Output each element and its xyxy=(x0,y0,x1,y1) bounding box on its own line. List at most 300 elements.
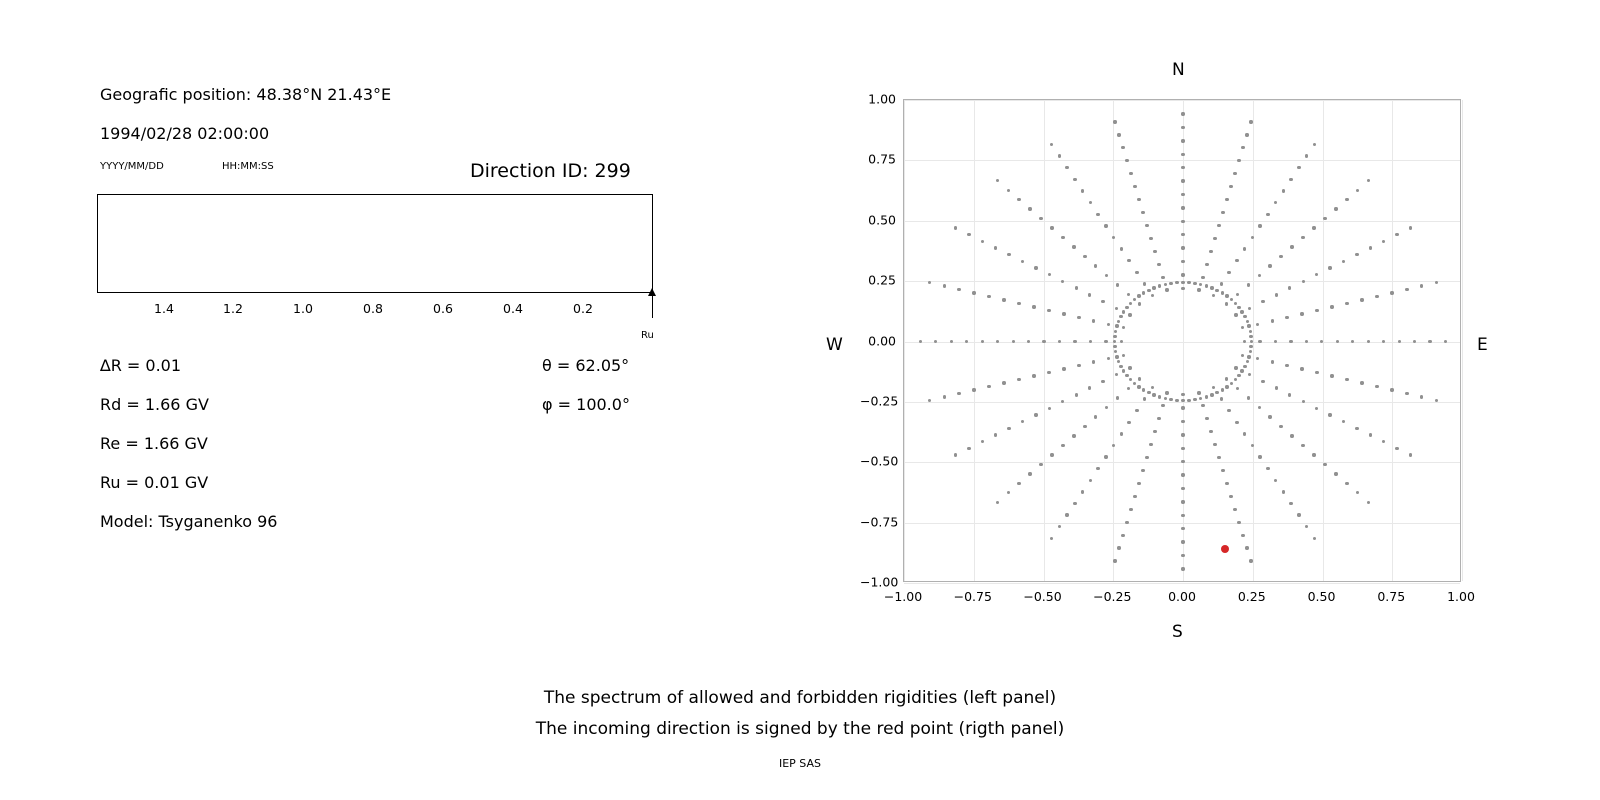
direction-dot xyxy=(1105,274,1108,277)
direction-dot xyxy=(1028,472,1031,475)
direction-dot xyxy=(1258,340,1261,343)
direction-dot xyxy=(1420,395,1423,398)
direction-dot xyxy=(1225,302,1228,305)
param-phi: φ = 100.0° xyxy=(542,395,630,414)
direction-dot xyxy=(996,340,999,343)
direction-dot xyxy=(943,284,946,287)
direction-dot xyxy=(1258,455,1261,458)
direction-dot xyxy=(1289,502,1292,505)
direction-dot xyxy=(1345,482,1348,485)
direction-dot xyxy=(1213,237,1216,240)
direction-dot xyxy=(1334,207,1337,210)
direction-dot xyxy=(1116,396,1119,399)
direction-dot xyxy=(1096,213,1099,216)
direction-dot xyxy=(1274,340,1277,343)
direction-dot xyxy=(1058,340,1061,343)
direction-dot xyxy=(1081,490,1084,493)
direction-dot xyxy=(1241,326,1244,329)
direction-dot xyxy=(1117,546,1120,549)
direction-dot xyxy=(1301,236,1304,239)
direction-dot xyxy=(1210,286,1213,289)
direction-dot xyxy=(1042,340,1045,343)
direction-dot xyxy=(1058,525,1061,528)
direction-dot xyxy=(1289,178,1292,181)
direction-dot xyxy=(1290,245,1293,248)
direction-dot xyxy=(1187,399,1190,402)
direction-dot xyxy=(1047,309,1050,312)
direction-dot xyxy=(1181,112,1184,115)
direction-dot xyxy=(1181,153,1184,156)
direction-dot xyxy=(1137,198,1140,201)
direction-dot xyxy=(1181,393,1184,396)
direction-dot xyxy=(1236,293,1239,296)
direction-dot xyxy=(1181,433,1184,436)
direction-dot xyxy=(1007,189,1010,192)
direction-dot xyxy=(1405,392,1408,395)
direction-dot xyxy=(1345,198,1348,201)
direction-dot xyxy=(1334,472,1337,475)
direction-dot xyxy=(1258,274,1261,277)
direction-dot xyxy=(1007,253,1010,256)
direction-dot xyxy=(1141,469,1144,472)
direction-dot xyxy=(1225,198,1228,201)
direction-dot xyxy=(1165,288,1168,291)
direction-dot xyxy=(1229,495,1232,498)
direction-dot xyxy=(1313,537,1316,540)
direction-dot xyxy=(1047,371,1050,374)
direction-dot xyxy=(1181,540,1184,543)
direction-dot xyxy=(1315,371,1318,374)
direction-dot xyxy=(1181,206,1184,209)
direction-dot xyxy=(1313,143,1316,146)
direction-dot xyxy=(1271,319,1274,322)
direction-dot xyxy=(1002,298,1005,301)
direction-dot xyxy=(987,295,990,298)
direction-dot xyxy=(1028,207,1031,210)
direction-dot xyxy=(1300,312,1303,315)
compass-north-label: N xyxy=(1172,60,1185,80)
direction-dot xyxy=(1122,310,1125,313)
direction-dot xyxy=(1336,340,1339,343)
param-re: Re = 1.66 GV xyxy=(100,434,208,453)
direction-dot xyxy=(1105,406,1108,409)
direction-dot xyxy=(1129,508,1132,511)
direction-dot xyxy=(1151,386,1154,389)
direction-dot xyxy=(1345,302,1348,305)
scatter-xtick-label: −1.00 xyxy=(883,589,923,604)
direction-dot xyxy=(1268,415,1271,418)
direction-dot xyxy=(1199,283,1202,286)
direction-dot xyxy=(1300,367,1303,370)
direction-dot xyxy=(1088,293,1091,296)
direction-dot xyxy=(1151,294,1154,297)
direction-dot xyxy=(1050,453,1053,456)
direction-dot xyxy=(1220,282,1223,285)
direction-dot xyxy=(1113,335,1116,338)
direction-dot xyxy=(1234,302,1237,305)
direction-dot xyxy=(1444,340,1447,343)
direction-dot xyxy=(1243,365,1246,368)
direction-dot xyxy=(1138,377,1141,380)
direction-dot xyxy=(1305,154,1308,157)
direction-dot xyxy=(1141,211,1144,214)
time-format-label: HH:MM:SS xyxy=(222,161,274,172)
direction-dot xyxy=(1197,391,1200,394)
direction-dot xyxy=(1072,434,1075,437)
direction-dot xyxy=(1181,473,1184,476)
scatter-ytick-label: 0.00 xyxy=(868,333,896,348)
compass-south-label: S xyxy=(1172,622,1183,642)
direction-dot xyxy=(1145,224,1148,227)
direction-dot xyxy=(1237,159,1240,162)
grid-line-vertical xyxy=(1183,100,1184,581)
grid-line-vertical xyxy=(1392,100,1393,581)
direction-dot xyxy=(987,385,990,388)
grid-line-horizontal xyxy=(904,402,1460,403)
direction-dot xyxy=(1258,406,1261,409)
direction-dot xyxy=(1081,189,1084,192)
direction-dot xyxy=(1181,527,1184,530)
scatter-xtick-label: 0.50 xyxy=(1307,589,1336,604)
direction-dot xyxy=(1209,250,1212,253)
direction-dot xyxy=(1342,420,1345,423)
direction-dot xyxy=(1197,288,1200,291)
direction-dot xyxy=(1152,286,1155,289)
spectrum-xtick: 0.2 xyxy=(573,301,593,316)
direction-dot xyxy=(957,392,960,395)
direction-dot xyxy=(1021,260,1024,263)
direction-dot xyxy=(1048,407,1051,410)
direction-dot xyxy=(1181,246,1184,249)
direction-dot xyxy=(1201,404,1204,407)
direction-dot xyxy=(1181,567,1184,570)
direction-dot xyxy=(1256,323,1259,326)
direction-dot xyxy=(1249,330,1252,333)
direction-dot xyxy=(1382,340,1385,343)
direction-dot xyxy=(1288,286,1291,289)
scatter-ytick-label: −0.50 xyxy=(860,453,899,469)
direction-dot xyxy=(1116,283,1119,286)
direction-dot xyxy=(1181,273,1184,276)
direction-dot xyxy=(1127,293,1130,296)
direction-dot xyxy=(1181,420,1184,423)
direction-dot xyxy=(1241,146,1244,149)
direction-dot xyxy=(1121,534,1124,537)
direction-dot xyxy=(1243,247,1246,250)
direction-dot xyxy=(1113,120,1116,123)
direction-dot xyxy=(1094,415,1097,418)
direction-dot xyxy=(1435,281,1438,284)
direction-dot xyxy=(1390,388,1393,391)
direction-dot xyxy=(1120,432,1123,435)
direction-dot xyxy=(1275,386,1278,389)
direction-dot xyxy=(1181,233,1184,236)
direction-dot xyxy=(1181,399,1184,402)
direction-dot xyxy=(919,340,922,343)
direction-dot xyxy=(996,501,999,504)
direction-dot xyxy=(1077,364,1080,367)
direction-dot xyxy=(954,226,957,229)
direction-dot xyxy=(1137,385,1140,388)
direction-dot xyxy=(1375,385,1378,388)
direction-dot xyxy=(1181,179,1184,182)
direction-dot xyxy=(957,288,960,291)
spectrum-xtick: 1.4 xyxy=(154,301,174,316)
direction-dot xyxy=(1233,172,1236,175)
direction-dot xyxy=(1122,326,1125,329)
direction-dot xyxy=(1104,455,1107,458)
direction-dot xyxy=(1157,417,1160,420)
direction-dot xyxy=(1181,166,1184,169)
direction-dot xyxy=(1083,255,1086,258)
direction-dot xyxy=(1058,154,1061,157)
direction-dot xyxy=(994,433,997,436)
compass-west-label: W xyxy=(826,335,843,355)
direction-dot xyxy=(1248,373,1251,376)
direction-dot xyxy=(1073,502,1076,505)
param-theta: θ = 62.05° xyxy=(542,356,630,375)
direction-dot xyxy=(1072,245,1075,248)
direction-dot xyxy=(1305,525,1308,528)
direction-dot xyxy=(1032,374,1035,377)
direction-dot xyxy=(1236,387,1239,390)
direction-dot xyxy=(1187,281,1190,284)
direction-dot xyxy=(1061,444,1064,447)
direction-dot xyxy=(1282,490,1285,493)
direction-dot xyxy=(1249,335,1252,338)
spectrum-xtick: 0.8 xyxy=(363,301,383,316)
direction-dot xyxy=(1101,300,1104,303)
direction-dot xyxy=(1249,559,1252,562)
scatter-xtick-label: 1.00 xyxy=(1447,589,1475,604)
direction-dot xyxy=(1229,185,1232,188)
grid-line-vertical xyxy=(904,100,905,581)
direction-dot xyxy=(1395,233,1398,236)
grid-line-horizontal xyxy=(904,100,1460,101)
direction-dot xyxy=(1289,340,1292,343)
direction-dot xyxy=(1120,340,1123,343)
direction-dot xyxy=(950,340,953,343)
direction-dot xyxy=(1285,364,1288,367)
caption-line-1: The spectrum of allowed and forbidden rigidities (left panel) xyxy=(543,688,1057,708)
direction-dot xyxy=(1143,397,1146,400)
direction-dot xyxy=(1065,513,1068,516)
direction-dot xyxy=(1212,294,1215,297)
direction-dot xyxy=(965,340,968,343)
direction-dot xyxy=(1227,409,1230,412)
direction-dot xyxy=(1181,287,1184,290)
direction-dot xyxy=(1115,307,1118,310)
direction-dot xyxy=(1297,513,1300,516)
direction-dot xyxy=(1129,378,1132,381)
direction-dot xyxy=(1240,310,1243,313)
scatter-ytick-label: 0.75 xyxy=(868,151,896,167)
direction-dot xyxy=(1398,340,1401,343)
direction-dot xyxy=(1230,382,1233,385)
scatter-xtick-label: 0.00 xyxy=(1168,589,1196,604)
direction-dot xyxy=(1234,313,1237,316)
direction-dot xyxy=(1128,366,1131,369)
direction-dot xyxy=(1181,447,1184,450)
direction-dot xyxy=(1330,374,1333,377)
direction-dot xyxy=(1117,133,1120,136)
direction-dot xyxy=(1096,467,1099,470)
direction-dot xyxy=(1249,120,1252,123)
ru-axis-label: Ru xyxy=(641,330,654,341)
direction-dot xyxy=(1245,133,1248,136)
direction-dot xyxy=(1125,374,1128,377)
direction-dot xyxy=(1246,360,1249,363)
direction-dot xyxy=(1312,226,1315,229)
param-ru: Ru = 0.01 GV xyxy=(100,473,209,492)
direction-dot xyxy=(1367,501,1370,504)
direction-dot xyxy=(1275,293,1278,296)
direction-dot xyxy=(1142,388,1145,391)
direction-dot xyxy=(1007,491,1010,494)
spectrum-xtick: 1.2 xyxy=(223,301,243,316)
direction-dot xyxy=(1117,360,1120,363)
direction-dot xyxy=(1390,291,1393,294)
rigidity-spectrum-plot xyxy=(97,194,653,293)
direction-dot xyxy=(1217,224,1220,227)
direction-dot xyxy=(967,447,970,450)
direction-dot xyxy=(1104,340,1107,343)
direction-dot xyxy=(1169,282,1172,285)
compass-east-label: E xyxy=(1477,335,1488,355)
direction-dot xyxy=(972,388,975,391)
direction-dot xyxy=(1107,357,1110,360)
direction-dot xyxy=(1235,421,1238,424)
direction-dot xyxy=(1088,386,1091,389)
direction-dot xyxy=(1007,427,1010,430)
direction-dot xyxy=(1075,393,1078,396)
direction-dot xyxy=(1120,247,1123,250)
direction-dot xyxy=(1032,305,1035,308)
datetime-value: 1994/02/28 02:00:00 xyxy=(100,124,270,143)
direction-dot xyxy=(1355,253,1358,256)
direction-dot xyxy=(1164,283,1167,286)
direction-dot xyxy=(1002,381,1005,384)
direction-dot xyxy=(1147,289,1150,292)
direction-dot xyxy=(1241,534,1244,537)
direction-dot xyxy=(1369,433,1372,436)
direction-dot xyxy=(1240,369,1243,372)
direction-dot xyxy=(1205,395,1208,398)
direction-dot xyxy=(1050,226,1053,229)
direction-dot xyxy=(1271,360,1274,363)
direction-dot xyxy=(1181,139,1184,142)
direction-dot xyxy=(1181,514,1184,517)
direction-dot xyxy=(1305,340,1308,343)
direction-dot xyxy=(1323,217,1326,220)
direction-dot xyxy=(1122,354,1125,357)
direction-dot xyxy=(1212,386,1215,389)
direction-dot xyxy=(1256,357,1259,360)
direction-dot xyxy=(1034,413,1037,416)
scatter-xtick-label: 0.75 xyxy=(1377,589,1406,604)
direction-dot xyxy=(1104,224,1107,227)
direction-dot xyxy=(1027,340,1030,343)
direction-dot xyxy=(1125,159,1128,162)
direction-dot xyxy=(954,453,957,456)
direction-dot xyxy=(1274,201,1277,204)
direction-dot xyxy=(1133,495,1136,498)
direction-dot xyxy=(1121,146,1124,149)
direction-dot xyxy=(1017,198,1020,201)
direction-dot xyxy=(1301,444,1304,447)
direction-dot xyxy=(1061,280,1064,283)
direction-dot xyxy=(1158,395,1161,398)
direction-dot xyxy=(1117,320,1120,323)
direction-dot xyxy=(1221,291,1224,294)
direction-dot xyxy=(1017,302,1020,305)
direction-dot xyxy=(1409,226,1412,229)
direction-dot xyxy=(1409,453,1412,456)
direction-dot xyxy=(1221,469,1224,472)
direction-dot xyxy=(1101,380,1104,383)
scatter-ytick-label: −1.00 xyxy=(860,574,899,590)
direction-dot xyxy=(1092,360,1095,363)
direction-dot xyxy=(1142,291,1145,294)
direction-dot xyxy=(1221,211,1224,214)
direction-dot xyxy=(1050,537,1053,540)
direction-dot xyxy=(1243,315,1246,318)
direction-dot xyxy=(1181,554,1184,557)
direction-dot xyxy=(1221,388,1224,391)
direction-dot xyxy=(1268,264,1271,267)
direction-dot xyxy=(1246,320,1249,323)
scatter-ytick-label: 1.00 xyxy=(868,91,896,107)
direction-dot xyxy=(1261,380,1264,383)
direction-dot xyxy=(1073,178,1076,181)
direction-dot xyxy=(1133,185,1136,188)
grid-line-vertical xyxy=(974,100,975,581)
grid-line-horizontal xyxy=(904,523,1460,524)
direction-dot xyxy=(1356,189,1359,192)
direction-dot xyxy=(1288,393,1291,396)
direction-dot xyxy=(1039,463,1042,466)
direction-dot xyxy=(1360,298,1363,301)
direction-dot xyxy=(1247,355,1250,358)
direction-dot xyxy=(1230,298,1233,301)
direction-dot xyxy=(1395,447,1398,450)
direction-dot xyxy=(1181,406,1184,409)
direction-dot xyxy=(1083,425,1086,428)
direction-dot xyxy=(1145,456,1148,459)
direction-dot xyxy=(1315,407,1318,410)
direction-dot xyxy=(1092,319,1095,322)
direction-dot xyxy=(1351,340,1354,343)
direction-dot xyxy=(1330,305,1333,308)
direction-dot xyxy=(928,281,931,284)
direction-dot xyxy=(1328,413,1331,416)
direction-dot xyxy=(1075,286,1078,289)
direction-dot xyxy=(972,291,975,294)
direction-dot xyxy=(1382,240,1385,243)
direction-dot xyxy=(1355,427,1358,430)
scatter-ytick-label: 0.25 xyxy=(868,272,896,288)
direction-dot xyxy=(1112,236,1115,239)
direction-dot xyxy=(1048,273,1051,276)
direction-dot xyxy=(1122,369,1125,372)
direction-dot xyxy=(1089,201,1092,204)
direction-dot xyxy=(1225,377,1228,380)
scatter-ytick-label: −0.75 xyxy=(860,514,899,530)
grid-line-horizontal xyxy=(904,583,1460,584)
direction-dot xyxy=(1114,350,1117,353)
footer-credit: IEP SAS xyxy=(778,757,822,770)
direction-dot xyxy=(1175,399,1178,402)
